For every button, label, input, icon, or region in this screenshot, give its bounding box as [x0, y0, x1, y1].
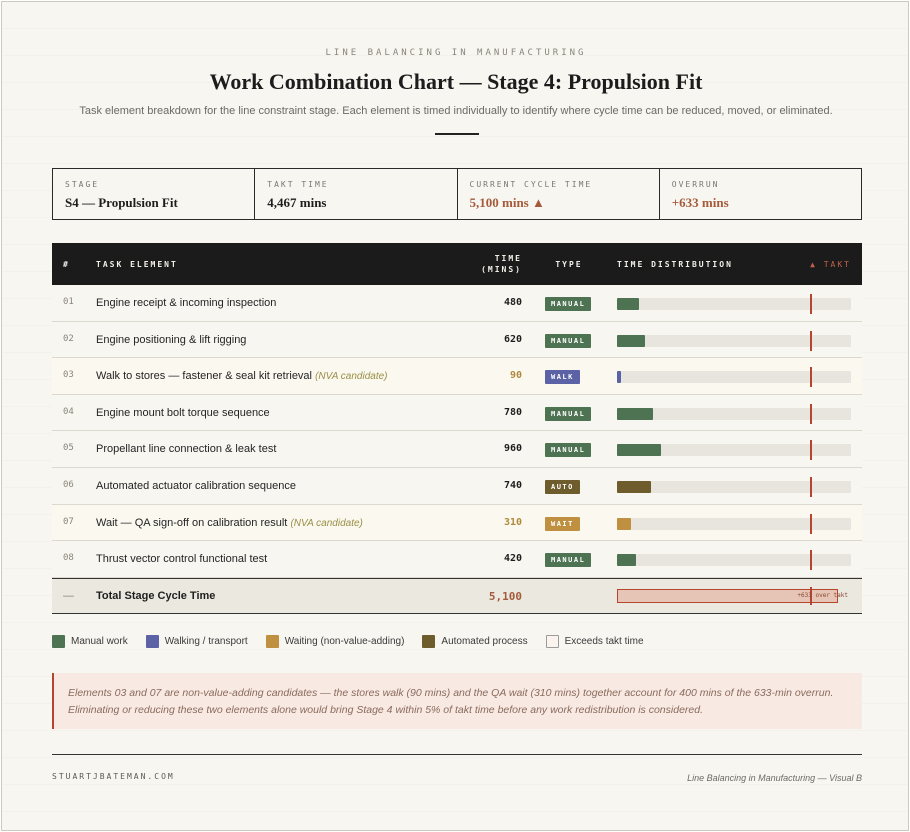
distribution-bar-track	[617, 444, 851, 456]
table-row	[52, 322, 862, 359]
row-task	[96, 334, 246, 346]
takt-marker	[810, 367, 812, 387]
legend-swatch	[146, 635, 159, 648]
footer-divider	[52, 754, 862, 755]
table-body	[52, 285, 862, 578]
row-task	[96, 480, 296, 492]
distribution-bar-track	[617, 408, 851, 420]
takt-marker	[810, 477, 812, 497]
page-title: Work Combination Chart — Stage 4: Propulsion Fit	[209, 69, 703, 94]
row-time: 310	[503, 516, 522, 528]
row-task	[96, 407, 270, 419]
legend-label: Exceeds takt time	[564, 636, 644, 647]
takt-marker	[810, 550, 812, 570]
distribution-bar-track	[617, 518, 851, 530]
stat-label: TAKT TIME	[267, 180, 329, 189]
row-time: 740	[503, 479, 522, 491]
row-time: 480	[503, 297, 522, 308]
distribution-bar	[617, 335, 645, 347]
row-task	[96, 553, 267, 565]
distribution-bar	[617, 481, 651, 493]
row-task-label: Engine receipt & incoming inspection	[96, 297, 277, 309]
column-header-task: TASK ELEMENT	[96, 260, 178, 269]
takt-marker	[810, 404, 812, 424]
row-nva-note: (NVA candidate)	[315, 371, 388, 383]
legend-label: Manual work	[71, 636, 128, 647]
total-label: Total Stage Cycle Time	[96, 589, 216, 602]
distribution-bar	[617, 298, 639, 310]
column-header-type: TYPE	[555, 260, 583, 269]
stat-stage	[53, 169, 255, 219]
row-time: 420	[503, 553, 522, 565]
row-number: 01	[63, 297, 74, 307]
column-header-number: #	[63, 260, 70, 269]
legend-swatch	[52, 635, 65, 648]
insight-callout: Elements 03 and 07 are non-value-adding candidates — the stores walk (90 mins) and the QA wait (310 mins) together account for 400 mins of the 633-min overrun. Eliminating or reducing these two elements alone would bring Stage 4 within 5% of takt time before any work redistribution is considered.	[52, 673, 862, 729]
total-overrun-note: +633 over takt	[797, 591, 848, 599]
stat-label: STAGE	[65, 180, 100, 189]
row-task	[96, 443, 276, 455]
row-task-label: Walk to stores — fastener & seal kit retrieval	[96, 370, 312, 383]
distribution-bar	[617, 554, 636, 566]
distribution-bar	[617, 371, 621, 383]
distribution-bar	[617, 444, 661, 456]
legend-label: Automated process	[441, 636, 528, 647]
takt-marker	[810, 514, 812, 534]
legend-item-auto	[422, 635, 527, 648]
takt-marker	[810, 294, 812, 314]
legend	[52, 635, 644, 648]
footer-site: STUARTJBATEMAN.COM	[52, 772, 175, 781]
legend-item-manual	[52, 635, 128, 648]
work-combination-table	[52, 243, 862, 614]
column-header-takt: ▲ TAKT	[810, 260, 851, 269]
row-time: 90	[509, 370, 522, 382]
stat-takt-time	[255, 169, 457, 219]
stat-label: CURRENT CYCLE TIME	[469, 180, 593, 189]
stat-value: 4,467 mins	[267, 195, 327, 210]
row-type-badge: AUTO	[545, 480, 580, 494]
distribution-bar	[617, 408, 653, 420]
row-time: 780	[503, 406, 522, 418]
distribution-bar-track	[617, 481, 851, 493]
legend-swatch	[546, 635, 559, 648]
row-task	[96, 297, 276, 309]
legend-label: Waiting (non-value-adding)	[284, 636, 405, 647]
legend-swatch	[422, 635, 435, 648]
distribution-bar-track	[617, 335, 851, 347]
table-row	[52, 541, 862, 578]
total-row	[52, 578, 862, 614]
row-type-badge: MANUAL	[545, 553, 591, 567]
takt-marker	[810, 440, 812, 460]
row-time: 620	[503, 333, 522, 345]
legend-item-wait	[266, 635, 405, 648]
row-task-label: Thrust vector control functional test	[96, 553, 268, 566]
row-number: 03	[63, 370, 74, 381]
row-number: 04	[63, 406, 74, 417]
legend-item-walk	[146, 635, 248, 648]
row-type-badge: MANUAL	[545, 443, 591, 457]
row-task	[96, 517, 363, 529]
stats-panel	[52, 168, 862, 220]
table-row	[52, 358, 862, 395]
stat-value: 5,100 mins ▲	[469, 195, 545, 210]
distribution-bar-track	[617, 298, 851, 310]
total-dash: —	[63, 589, 74, 602]
page-subtitle: Task element breakdown for the line constraint stage. Each element is timed individually to identify where cycle time can be reduced, moved, or eliminated.	[79, 105, 833, 117]
legend-label: Walking / transport	[164, 636, 248, 647]
row-task-label: Wait — QA sign-off on calibration result	[96, 516, 288, 529]
table-row	[52, 505, 862, 542]
title-divider	[435, 133, 479, 135]
row-task-label: Engine mount bolt torque sequence	[96, 406, 270, 419]
row-number: 02	[63, 333, 74, 344]
column-header-time: TIME (MINS)	[481, 254, 522, 274]
distribution-bar	[617, 518, 631, 530]
row-type-badge: WAIT	[545, 517, 580, 531]
takt-marker	[810, 331, 812, 351]
total-value: 5,100	[488, 589, 522, 603]
row-task-label: Propellant line connection & leak test	[96, 443, 277, 456]
stat-overrun	[660, 169, 861, 219]
table-row	[52, 285, 862, 322]
footer-caption: Line Balancing in Manufacturing — Visual B	[687, 773, 862, 783]
row-type-badge: MANUAL	[545, 407, 591, 421]
row-task-label: Automated actuator calibration sequence	[96, 479, 296, 492]
row-task	[96, 370, 388, 382]
row-time: 960	[503, 443, 522, 455]
row-nva-note: (NVA candidate)	[290, 517, 363, 529]
table-row	[52, 468, 862, 505]
row-type-badge: WALK	[545, 370, 580, 384]
row-number: 07	[63, 516, 74, 527]
row-type-badge: MANUAL	[545, 297, 591, 311]
row-number: 05	[63, 443, 74, 454]
page-frame	[1, 1, 909, 831]
table-row	[52, 431, 862, 468]
distribution-bar-track	[617, 554, 851, 566]
stat-cycle-time	[458, 169, 660, 219]
column-header-distribution: TIME DISTRIBUTION	[617, 260, 733, 269]
page-kicker: LINE BALANCING IN MANUFACTURING	[325, 48, 587, 58]
row-type-badge: MANUAL	[545, 334, 591, 348]
row-number: 08	[63, 553, 74, 564]
stat-value: S4 — Propulsion Fit	[65, 195, 178, 210]
legend-item-exceeds	[546, 635, 644, 648]
row-number: 06	[63, 479, 74, 490]
legend-swatch	[266, 635, 279, 648]
table-row	[52, 395, 862, 432]
stat-value: +633 mins	[671, 195, 729, 210]
distribution-bar-track	[617, 371, 851, 383]
table-header	[52, 243, 862, 285]
stat-label: OVERRUN	[671, 180, 720, 189]
row-task-label: Engine positioning & lift rigging	[96, 333, 247, 346]
